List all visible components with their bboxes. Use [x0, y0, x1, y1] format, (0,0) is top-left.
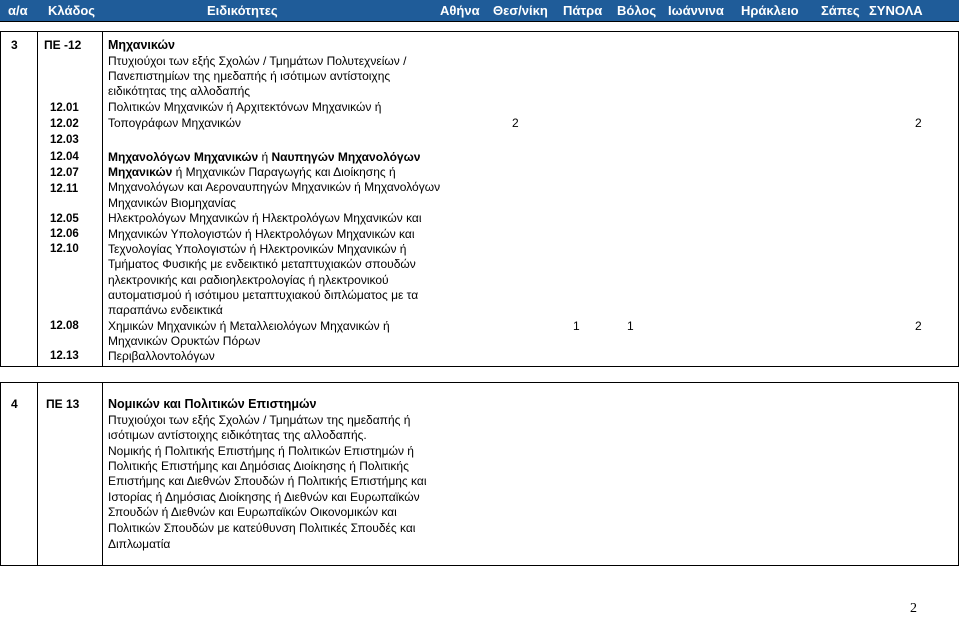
specialty-line: Επιστήμης και Διεθνών Σπουδών ή Πολιτικής Επιστήμης και — [108, 474, 427, 488]
table-header-row — [0, 0, 959, 22]
header-irakleio: Ηράκλειο — [741, 3, 799, 18]
row3-intro-line: Πανεπιστημίων της ημεδαπής ή ισότιμων αντίστοιχης — [108, 69, 391, 83]
row-divider — [0, 366, 959, 367]
count-total: 2 — [915, 116, 922, 130]
row3-intro-line: Πτυχιούχοι των εξής Σχολών / Τμημάτων Πολυτεχνείων / — [108, 54, 407, 68]
specialty-code: 12.06 — [50, 228, 79, 240]
specialty-bold: Μηχανικών — [108, 165, 173, 179]
row4-aa: 4 — [11, 397, 18, 411]
specialty-bold: Ναυπηγών Μηχανολόγων — [271, 150, 421, 164]
row3-klados: ΠΕ -12 — [44, 38, 82, 52]
specialty-code: 12.07 — [50, 167, 79, 179]
specialty-line — [108, 165, 396, 180]
specialty-code: 12.10 — [50, 243, 79, 255]
column-divider — [37, 31, 38, 366]
specialty-line: Μηχανικών Βιομηχανίας — [108, 196, 237, 210]
row-divider — [0, 565, 959, 566]
specialty-line: Μηχανικών Ορυκτών Πόρων — [108, 334, 261, 348]
specialty-line: Μηχανικών Υπολογιστών ή Ηλεκτρολόγων Μηχανικών και — [108, 227, 415, 241]
specialty-line: αυτοματισμού ή ισότιμου μεταπτυχιακού διπλώματος με τα — [108, 288, 419, 302]
specialty-code: 12.01 — [50, 102, 79, 114]
specialty-line — [108, 150, 420, 165]
column-divider — [102, 31, 103, 366]
count-athina: 2 — [512, 116, 519, 130]
header-ioannina: Ιωάννινα — [668, 3, 724, 18]
header-klados: Κλάδος — [48, 3, 96, 18]
row3-intro-line: ειδικότητας της αλλοδαπής — [108, 84, 251, 98]
column-divider — [0, 31, 1, 366]
row3-aa: 3 — [11, 38, 18, 52]
specialty-code: 12.11 — [50, 183, 79, 195]
specialty-line: παραπάνω ενδεικτικά — [108, 303, 223, 317]
specialty-line: ισότιμων αντίστοιχης ειδικότητας της αλλοδαπής. — [108, 428, 367, 442]
specialty-line: Νομικής ή Πολιτικής Επιστήμης ή Πολιτικών Επιστημών ή — [108, 444, 414, 458]
header-patra: Πάτρα — [563, 3, 603, 18]
header-aa: α/α — [8, 3, 28, 18]
specialty-line: Ηλεκτρολόγων Μηχανικών ή Ηλεκτρολόγων Μηχανικών και — [108, 211, 422, 225]
count-thessaloniki: 1 — [627, 319, 634, 333]
header-volos: Βόλος — [617, 3, 657, 18]
row3-title: Μηχανικών — [108, 38, 175, 52]
specialty-line: ηλεκτρονικής και ραδιοηλεκτρολογίας ή ηλεκτρονικού — [108, 273, 389, 287]
specialty-line: Διπλωματία — [108, 537, 171, 551]
count-athina: 1 — [573, 319, 580, 333]
specialty-line: Πολιτικής Επιστήμης και Δημόσιας Διοίκησης ή Πολιτικής — [108, 459, 409, 473]
specialty-line: Περιβαλλοντολόγων — [108, 349, 215, 363]
row-divider — [0, 31, 959, 32]
specialty-code: 12.05 — [50, 213, 79, 225]
header-serres: Σάπες — [821, 3, 860, 18]
specialty-bold: Μηχανολόγων Μηχανικών — [108, 150, 259, 164]
row-divider — [0, 382, 959, 383]
specialty-line: Τοπογράφων Μηχανικών — [108, 116, 242, 130]
specialty-code: 12.08 — [50, 320, 79, 332]
specialty-rest: ή Μηχανικών Παραγωγής και Διοίκησης ή — [172, 165, 396, 179]
specialty-line: Τμήματος Φυσικής με ενδεικτικό μεταπτυχιακών σπουδών — [108, 257, 416, 271]
specialty-line: Πτυχιούχοι των εξής Σχολών / Τμημάτων της ημεδαπής ή — [108, 413, 411, 427]
column-divider — [0, 382, 1, 565]
header-thessaloniki: Θεσ/νίκη — [493, 3, 548, 18]
specialty-line: Τεχνολογίας Υπολογιστών ή Ηλεκτρονικών Μηχανικών ή — [108, 242, 407, 256]
column-divider — [102, 382, 103, 565]
specialty-line: Πολιτικών Σπουδών με κατεύθυνση Πολιτικές Σπουδές και — [108, 521, 416, 535]
specialty-line: Χημικών Μηχανικών ή Μεταλλειολόγων Μηχανικών ή — [108, 319, 390, 333]
header-athina: Αθήνα — [440, 3, 480, 18]
header-eidikotites: Ειδικότητες — [207, 3, 278, 18]
specialty-line: Πολιτικών Μηχανικών ή Αρχιτεκτόνων Μηχανικών ή — [108, 100, 382, 114]
specialty-connector: ή — [258, 150, 272, 164]
specialty-line: Σπουδών ή Διεθνών και Ευρωπαϊκών Οικονομικών και — [108, 505, 397, 519]
column-divider — [37, 382, 38, 565]
count-total: 2 — [915, 319, 922, 333]
specialty-code: 12.02 — [50, 118, 79, 130]
row4-klados: ΠΕ 13 — [46, 397, 80, 411]
page-number: 2 — [910, 601, 917, 616]
specialty-line: Ιστορίας ή Δημόσιας Διοίκησης ή Διεθνών και Ευρωπαϊκών — [108, 490, 420, 504]
header-synola: ΣΥΝΟΛΑ — [869, 3, 923, 18]
specialty-code: 12.03 — [50, 134, 79, 146]
row4-title: Νομικών και Πολιτικών Επιστημών — [108, 397, 317, 411]
specialty-line: Μηχανολόγων και Αεροναυπηγών Μηχανικών ή Μηχανολόγων — [108, 180, 441, 194]
specialty-code: 12.04 — [50, 151, 79, 163]
specialty-code: 12.13 — [50, 350, 79, 362]
